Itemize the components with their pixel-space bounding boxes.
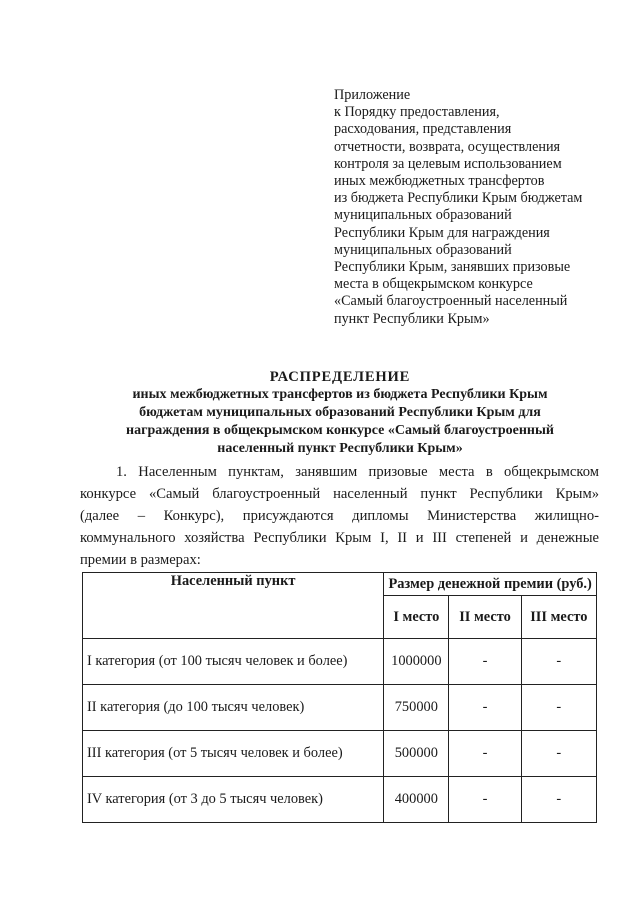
title-line: населенный пункт Республики Крым» bbox=[217, 441, 463, 456]
title-line: награждения в общекрымском конкурсе «Самый благоустроенный bbox=[126, 423, 554, 438]
category-cell: III категория (от 5 тысяч человек и более) bbox=[83, 731, 384, 777]
value-cell: 400000 bbox=[384, 777, 449, 823]
table-header-row bbox=[83, 573, 597, 596]
value-cell: 750000 bbox=[384, 685, 449, 731]
value-cell: - bbox=[449, 639, 521, 685]
category-cell: I категория (от 100 тысяч человек и более) bbox=[83, 639, 384, 685]
prize-table bbox=[82, 572, 597, 823]
category-cell: IV категория (от 3 до 5 тысяч человек) bbox=[83, 777, 384, 823]
title-heading: РАСПРЕДЕЛЕНИЕ bbox=[269, 369, 411, 385]
value-cell: - bbox=[521, 777, 596, 823]
paragraph-line: коммунального хозяйства Республики Крым I, II и III степеней и денежные bbox=[80, 530, 599, 546]
table-row bbox=[83, 639, 597, 685]
document-title bbox=[80, 368, 600, 458]
value-cell: - bbox=[521, 685, 596, 731]
appendix-line: пункт Республики Крым» bbox=[334, 310, 490, 327]
paragraph-line: конкурсе «Самый благоустроенный населенный пункт Республики Крым» bbox=[80, 486, 599, 502]
value-cell: - bbox=[449, 685, 521, 731]
value-cell: - bbox=[449, 731, 521, 777]
appendix-line: муниципальных образований bbox=[334, 241, 512, 258]
value-cell: - bbox=[521, 731, 596, 777]
title-line: бюджетам муниципальных образований Республики Крым для bbox=[139, 405, 541, 420]
header-place-2: II место bbox=[449, 596, 521, 639]
appendix-line: Республики Крым для награждения bbox=[334, 224, 550, 241]
paragraph-line: 1. Населенным пунктам, занявшим призовые места в общекрымском bbox=[116, 464, 599, 480]
appendix-line: отчетности, возврата, осуществления bbox=[334, 138, 561, 155]
appendix-line: места в общекрымском конкурсе bbox=[334, 276, 533, 293]
value-cell: 500000 bbox=[384, 731, 449, 777]
header-settlement: Населенный пункт bbox=[83, 573, 384, 639]
appendix-block bbox=[334, 87, 624, 328]
paragraph-line: (далее – Конкурс), присуждаются дипломы Министерства жилищно- bbox=[80, 508, 599, 524]
paragraph-line: премии в размерах: bbox=[80, 552, 201, 568]
appendix-line: муниципальных образований bbox=[334, 207, 512, 224]
appendix-line: иных межбюджетных трансфертов bbox=[334, 173, 545, 190]
header-prize-amount: Размер денежной премии (руб.) bbox=[384, 573, 597, 596]
appendix-line: расходования, представления bbox=[334, 121, 512, 138]
appendix-line: контроля за целевым использованием bbox=[334, 155, 562, 172]
table-row bbox=[83, 777, 597, 823]
header-place-3: III место bbox=[521, 596, 596, 639]
appendix-line: к Порядку предоставления, bbox=[334, 104, 500, 121]
appendix-line: «Самый благоустроенный населенный bbox=[334, 293, 568, 310]
category-cell: II категория (до 100 тысяч человек) bbox=[83, 685, 384, 731]
appendix-line: Республики Крым, занявших призовые bbox=[334, 259, 571, 276]
value-cell: - bbox=[449, 777, 521, 823]
appendix-line: из бюджета Республики Крым бюджетам bbox=[334, 190, 583, 207]
header-place-1: I место bbox=[384, 596, 449, 639]
appendix-line: Приложение bbox=[334, 87, 411, 103]
title-line: иных межбюджетных трансфертов из бюджета Республики Крым bbox=[132, 387, 548, 402]
value-cell: 1000000 bbox=[384, 639, 449, 685]
intro-paragraph bbox=[80, 461, 599, 571]
table-row bbox=[83, 685, 597, 731]
value-cell: - bbox=[521, 639, 596, 685]
table-row bbox=[83, 731, 597, 777]
